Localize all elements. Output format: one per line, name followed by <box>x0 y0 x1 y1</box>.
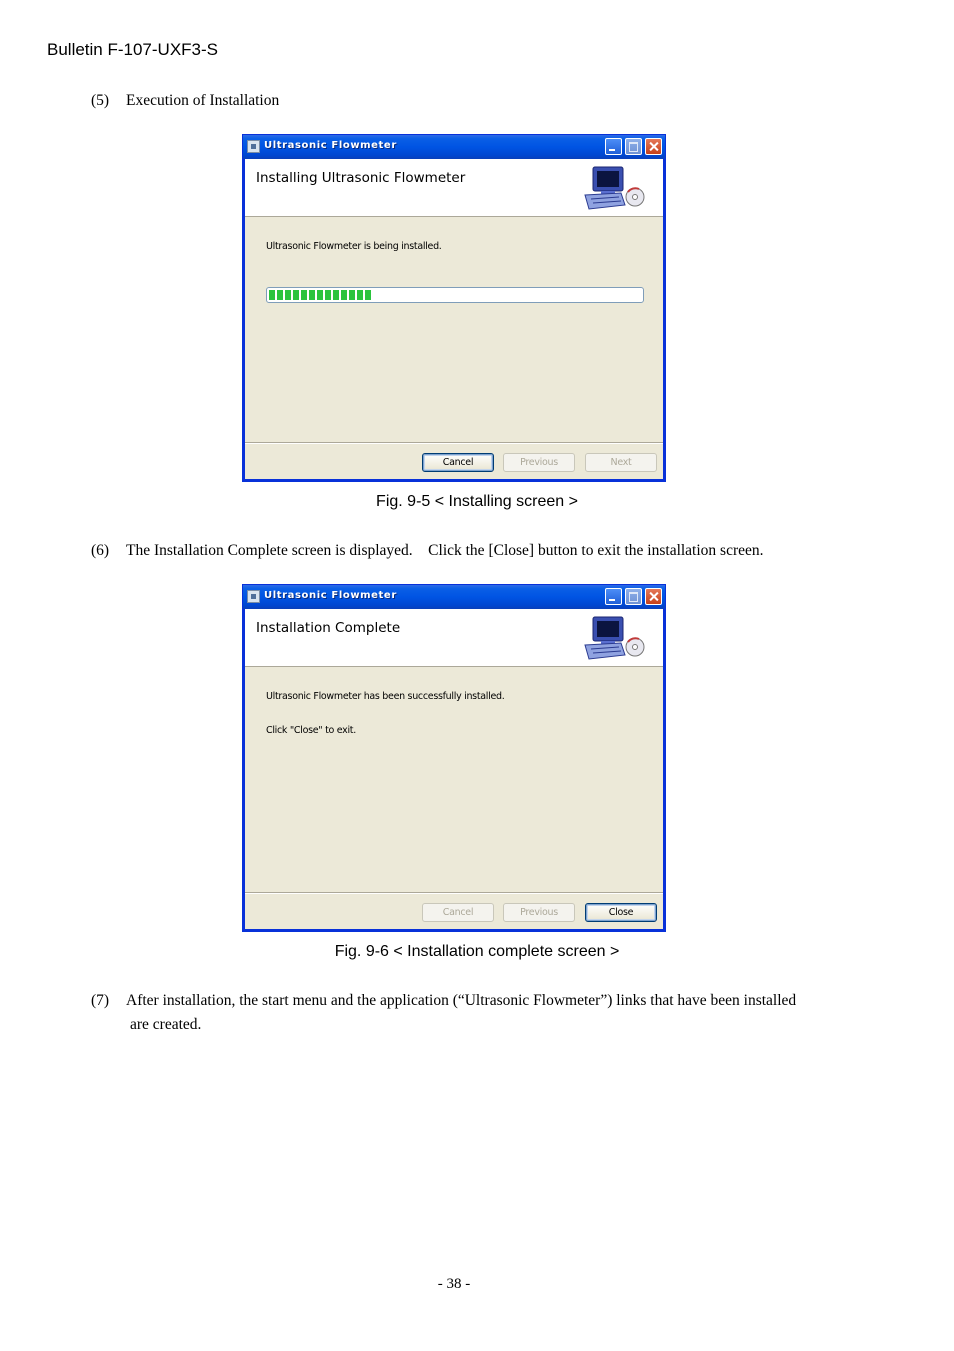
cancel-button[interactable]: Cancel <box>422 453 494 472</box>
window-title: Ultrasonic Flowmeter <box>264 590 397 601</box>
banner-title: Installation Complete <box>256 620 401 636</box>
instruction-text: Click "Close" to exit. <box>266 725 356 736</box>
step-text: The Installation Complete screen is displayed. Click the [Close] button to exit the installation screen. <box>126 542 764 559</box>
step-text: Execution of Installation <box>126 92 280 109</box>
previous-button[interactable]: Previous <box>503 453 575 472</box>
step-6 <box>91 539 931 563</box>
close-icon[interactable] <box>645 138 662 155</box>
dialog-client <box>245 609 663 929</box>
minimize-icon[interactable] <box>605 138 622 155</box>
dialog-banner <box>245 609 663 667</box>
figure-caption-9-5: Fig. 9-5 < Installing screen > <box>376 493 578 510</box>
button-separator <box>245 892 663 894</box>
dialog-client <box>245 159 663 479</box>
title-bar[interactable] <box>243 135 665 159</box>
computer-setup-icon <box>581 163 651 213</box>
minimize-icon[interactable] <box>605 588 622 605</box>
step-text-line-2: are created. <box>130 1016 202 1033</box>
computer-setup-icon <box>581 613 651 663</box>
next-button[interactable]: Next <box>585 453 657 472</box>
previous-button[interactable]: Previous <box>503 903 575 922</box>
app-icon <box>247 590 260 603</box>
step-number: (7) <box>91 992 110 1009</box>
close-button[interactable]: Close <box>585 903 657 922</box>
installing-window <box>242 134 666 482</box>
dialog-banner <box>245 159 663 217</box>
step-7 <box>91 989 891 1037</box>
button-separator <box>245 442 663 444</box>
status-text: Ultrasonic Flowmeter has been successfully installed. <box>266 691 505 702</box>
maximize-icon[interactable] <box>625 138 642 155</box>
close-icon[interactable] <box>645 588 662 605</box>
window-title: Ultrasonic Flowmeter <box>264 140 397 151</box>
title-bar[interactable] <box>243 585 665 609</box>
step-text-line-1: After installation, the start menu and the application (“Ultrasonic Flowmeter”) links that have been installed <box>126 992 797 1009</box>
complete-window <box>242 584 666 932</box>
page-number: - 38 - <box>437 1276 471 1292</box>
app-icon <box>247 140 260 153</box>
maximize-icon[interactable] <box>625 588 642 605</box>
bulletin-header: Bulletin F-107-UXF3-S <box>47 40 219 59</box>
status-text: Ultrasonic Flowmeter is being installed. <box>266 241 442 252</box>
figure-caption-9-6: Fig. 9-6 < Installation complete screen > <box>334 943 620 960</box>
progress-bar <box>266 287 644 303</box>
progress-fill <box>269 290 371 300</box>
cancel-button[interactable]: Cancel <box>422 903 494 922</box>
step-number: (5) <box>91 92 110 109</box>
step-number: (6) <box>91 542 110 559</box>
step-5 <box>91 89 891 113</box>
banner-title: Installing Ultrasonic Flowmeter <box>256 170 466 186</box>
